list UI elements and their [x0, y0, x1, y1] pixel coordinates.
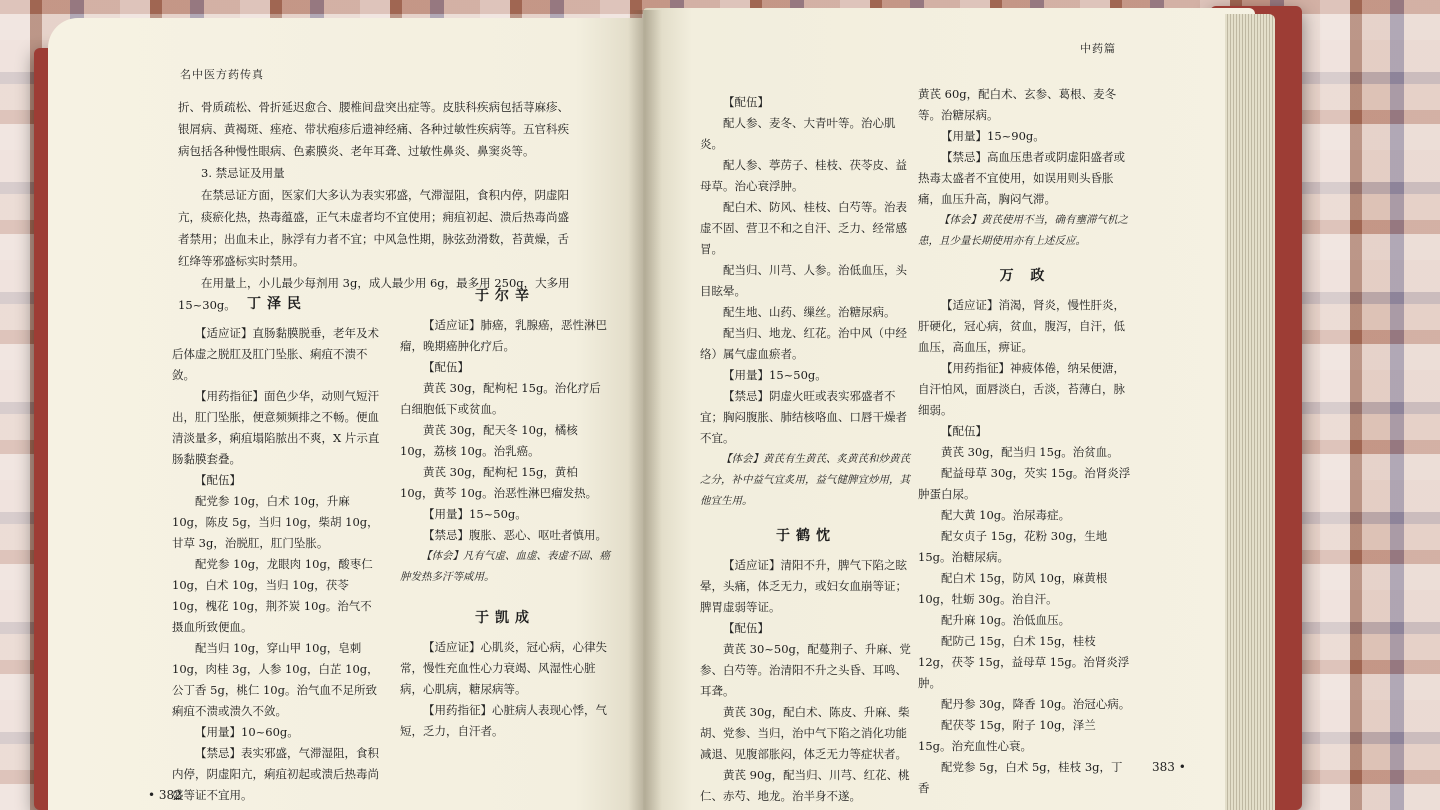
- text-paragraph: 配人参、葶苈子、桂枝、茯苓皮、益母草。治心衰浮肿。: [700, 158, 907, 193]
- text-paragraph: 3. 禁忌证及用量: [201, 166, 285, 180]
- text-paragraph: 配白术、防风、桂枝、白芍等。治表虚不固、营卫不和之自汗、乏力、经常感冒。: [700, 200, 907, 256]
- book-gutter: [628, 10, 662, 810]
- right-column-2: [918, 84, 1132, 799]
- left-column-1: [172, 282, 382, 806]
- text-paragraph: 【用药指征】面色少华，动则气短汗出，肛门坠胀，便意频频排之不畅。便血清淡量多，痢疽塌陷脓出不爽，X 片示直肠黏膜套叠。: [172, 389, 380, 466]
- text-paragraph: 配白术 15g，防风 10g，麻黄根 10g，牡蛎 30g。治自汗。: [918, 571, 1108, 606]
- text-paragraph: 【用量】15~50g。: [423, 507, 527, 521]
- text-paragraph: 【配伍】: [941, 424, 987, 438]
- text-paragraph: 配女贞子 15g，花粉 30g，生地 15g。治糖尿病。: [918, 529, 1108, 564]
- text-paragraph: 在用量上，小儿最少每剂用 3g，成人最少用 6g，最多用 250g，大多用 15~30g。: [178, 276, 570, 312]
- text-paragraph: 配生地、山药、缫丝。治糖尿病。: [723, 305, 896, 319]
- text-paragraph: 【禁忌】高血压患者或阴虚阳盛者或热毒太盛者不宜使用，如误用则头昏胀痛，血压升高，胸闷气滞。: [918, 150, 1125, 206]
- text-paragraph: 【禁忌】腹胀、恶心、呕吐者慎用。: [423, 528, 607, 542]
- left-column-2: [400, 274, 610, 742]
- text-paragraph: 配大黄 10g。治尿毒症。: [941, 508, 1071, 522]
- text-paragraph: 【配伍】: [723, 621, 769, 635]
- running-header-left: 名中医方药传真: [180, 68, 264, 81]
- physician-name-ding: 丁泽民: [247, 296, 307, 312]
- text-paragraph: 黄芪 30g，配枸杞 15g。治化疗后白细胞低下或贫血。: [400, 381, 601, 416]
- page-number-right: 383 •: [1152, 760, 1186, 774]
- text-paragraph: 配党参 10g，龙眼肉 10g，酸枣仁 10g，白术 10g，当归 10g，茯苓 10g，槐花 10g，荆芥炭 10g。治气不摄血所致便血。: [172, 557, 373, 634]
- text-paragraph: 黄芪 30g，配当归 15g。治贫血。: [941, 445, 1119, 459]
- text-paragraph: 【适应证】直肠黏膜脱垂，老年及术后体虚之脱肛及肛门坠胀、痢疽不溃不敛。: [172, 326, 379, 382]
- text-paragraph: 配当归 10g，穿山甲 10g，皂刺 10g，肉桂 3g，人参 10g，白芷 10g，公丁香 5g，桃仁 10g。治气血不足所致痢疽不溃或溃久不敛。: [172, 641, 379, 718]
- physician-name-yu-kai: 于凯成: [475, 610, 535, 626]
- running-header-right: 中药篇: [1080, 42, 1116, 55]
- text-paragraph: 黄芪 30g，配天冬 10g，橘核 10g，荔核 10g。治乳癌。: [400, 423, 578, 458]
- page-number-left: • 382: [148, 788, 182, 802]
- text-paragraph: 黄芪 30g，配枸杞 15g，黄柏 10g，黄芩 10g。治恶性淋巴瘤发热。: [400, 465, 598, 500]
- text-paragraph: 配益母草 30g，芡实 15g。治肾炎浮肿蛋白尿。: [918, 466, 1131, 501]
- right-column-1: [700, 92, 912, 807]
- text-paragraph: 配当归、川芎、人参。治低血压，头目眩晕。: [700, 263, 907, 298]
- text-paragraph: 黄芪 30~50g，配蔓荆子、升麻、党参、白芍等。治清阳不升之头昏、耳鸣、耳聋。: [700, 642, 911, 698]
- text-paragraph: 配党参 10g，白术 10g，升麻 10g，陈皮 5g，当归 10g，柴胡 10g，甘草 3g，治脱肛，肛门坠胀。: [172, 494, 379, 550]
- text-paragraph: 【禁忌】阴虚火旺或表实邪盛者不宜；胸闷腹胀、肺结核咯血、口唇干燥者不宜。: [700, 389, 907, 445]
- text-paragraph: 【适应证】消渴，肾炎，慢性肝炎，肝硬化，冠心病，贫血，腹泻，自汗，低血压，高血压，痹证。: [918, 298, 1125, 354]
- text-paragraph: 配茯苓 15g，附子 10g，泽兰 15g。治充血性心衰。: [918, 718, 1096, 753]
- text-paragraph: 【用量】10~60g。: [195, 725, 299, 739]
- text-paragraph: 黄芪 90g，配当归、川芎、红花、桃仁、赤芍、地龙。治半身不遂。: [700, 768, 910, 803]
- physician-name-yu-le: 于尔辛: [475, 288, 535, 304]
- text-paragraph: 【配伍】: [195, 473, 241, 487]
- text-paragraph: 【配伍】: [723, 95, 769, 109]
- text-paragraph: 【禁忌】表实邪盛，气滞湿阻，食积内停，阴虚阳亢，痢疽初起或溃后热毒尚盛等证不宜用。: [172, 746, 379, 802]
- text-paragraph: 【用量】15~50g。: [723, 368, 827, 382]
- text-paragraph: 黄芪 60g，配白术、玄参、葛根、麦冬等。治糖尿病。: [918, 87, 1117, 122]
- text-paragraph: 黄芪 30g，配白术、陈皮、升麻、柴胡、党参、当归，治中气下陷之消化功能减退、见腹部胀闷，体乏无力等症状者。: [700, 705, 910, 761]
- text-paragraph: 【适应证】肺癌，乳腺癌，恶性淋巴瘤，晚期癌肿化疗后。: [400, 318, 607, 353]
- text-paragraph: 【用药指征】心脏病人表现心悸，气短，乏力，自汗者。: [400, 703, 607, 738]
- text-paragraph: 配人参、麦冬、大青叶等。治心肌炎。: [700, 116, 896, 151]
- page-edges: [1225, 14, 1275, 810]
- physician-name-yu-he: 于鹤忱: [776, 528, 836, 544]
- text-paragraph: 配丹参 30g，降香 10g。治冠心病。: [941, 697, 1131, 711]
- text-paragraph: 配党参 5g，白术 5g，桂枝 3g，丁香: [918, 760, 1123, 795]
- text-paragraph: 配防己 15g，白术 15g，桂枝 12g，茯苓 15g，益母草 15g。治肾炎浮肿。: [918, 634, 1130, 690]
- text-paragraph: 【用量】15~90g。: [941, 129, 1045, 143]
- physician-name-wan: 万 政: [999, 268, 1051, 284]
- text-paragraph: 【适应证】清阳不升，脾气下陷之眩晕，头痛，体乏无力，或妇女血崩等证；脾胃虚弱等证。: [700, 558, 907, 614]
- text-paragraph: 【体会】凡有气虚、血虚、表虚不固、癌肿发热多汗等咸用。: [400, 550, 610, 583]
- text-paragraph: 【适应证】心肌炎，冠心病，心律失常，慢性充血性心力衰竭、风湿性心脏病，心肌病，糖尿病等。: [400, 640, 607, 696]
- text-paragraph: 折、骨质疏松、骨折延迟愈合、腰椎间盘突出症等。皮肤科疾病包括荨麻疹、银屑病、黄褐斑、痤疮、带状疱疹后遗神经痛、各种过敏性疾病等。五官科疾病包括各种慢性眼病、色素膜炎、老年耳聋、过敏性鼻炎、鼻窦炎等。: [178, 100, 569, 158]
- text-paragraph: 配升麻 10g。治低血压。: [941, 613, 1071, 627]
- text-paragraph: 【用药指征】神疲体倦，纳呆便溏，自汗怕风，面唇淡白，舌淡，苔薄白，脉细弱。: [918, 361, 1125, 417]
- text-paragraph: 【体会】黄芪使用不当，确有壅滞气机之患，且少量长期使用亦有上述反应。: [918, 214, 1128, 247]
- text-paragraph: 【体会】黄芪有生黄芪、炙黄芪和炒黄芪之分，补中益气宜炙用，益气健脾宜炒用，其他宜生用。: [700, 453, 910, 507]
- text-paragraph: 配当归、地龙、红花。治中风（中经络）属气虚血瘀者。: [700, 326, 907, 361]
- text-paragraph: 在禁忌证方面，医家们大多认为表实邪盛，气滞湿阻，食积内停，阴虚阳亢，痰瘀化热，热毒蕴盛，正气未虚者均不宜使用；痈疽初起、溃后热毒尚盛者禁用；出血未止，脉浮有力者不宜；中风急性期，脉弦劲滑数，苔黄燥，舌红绛等邪盛标实时禁用。: [178, 188, 569, 268]
- text-paragraph: 【配伍】: [423, 360, 469, 374]
